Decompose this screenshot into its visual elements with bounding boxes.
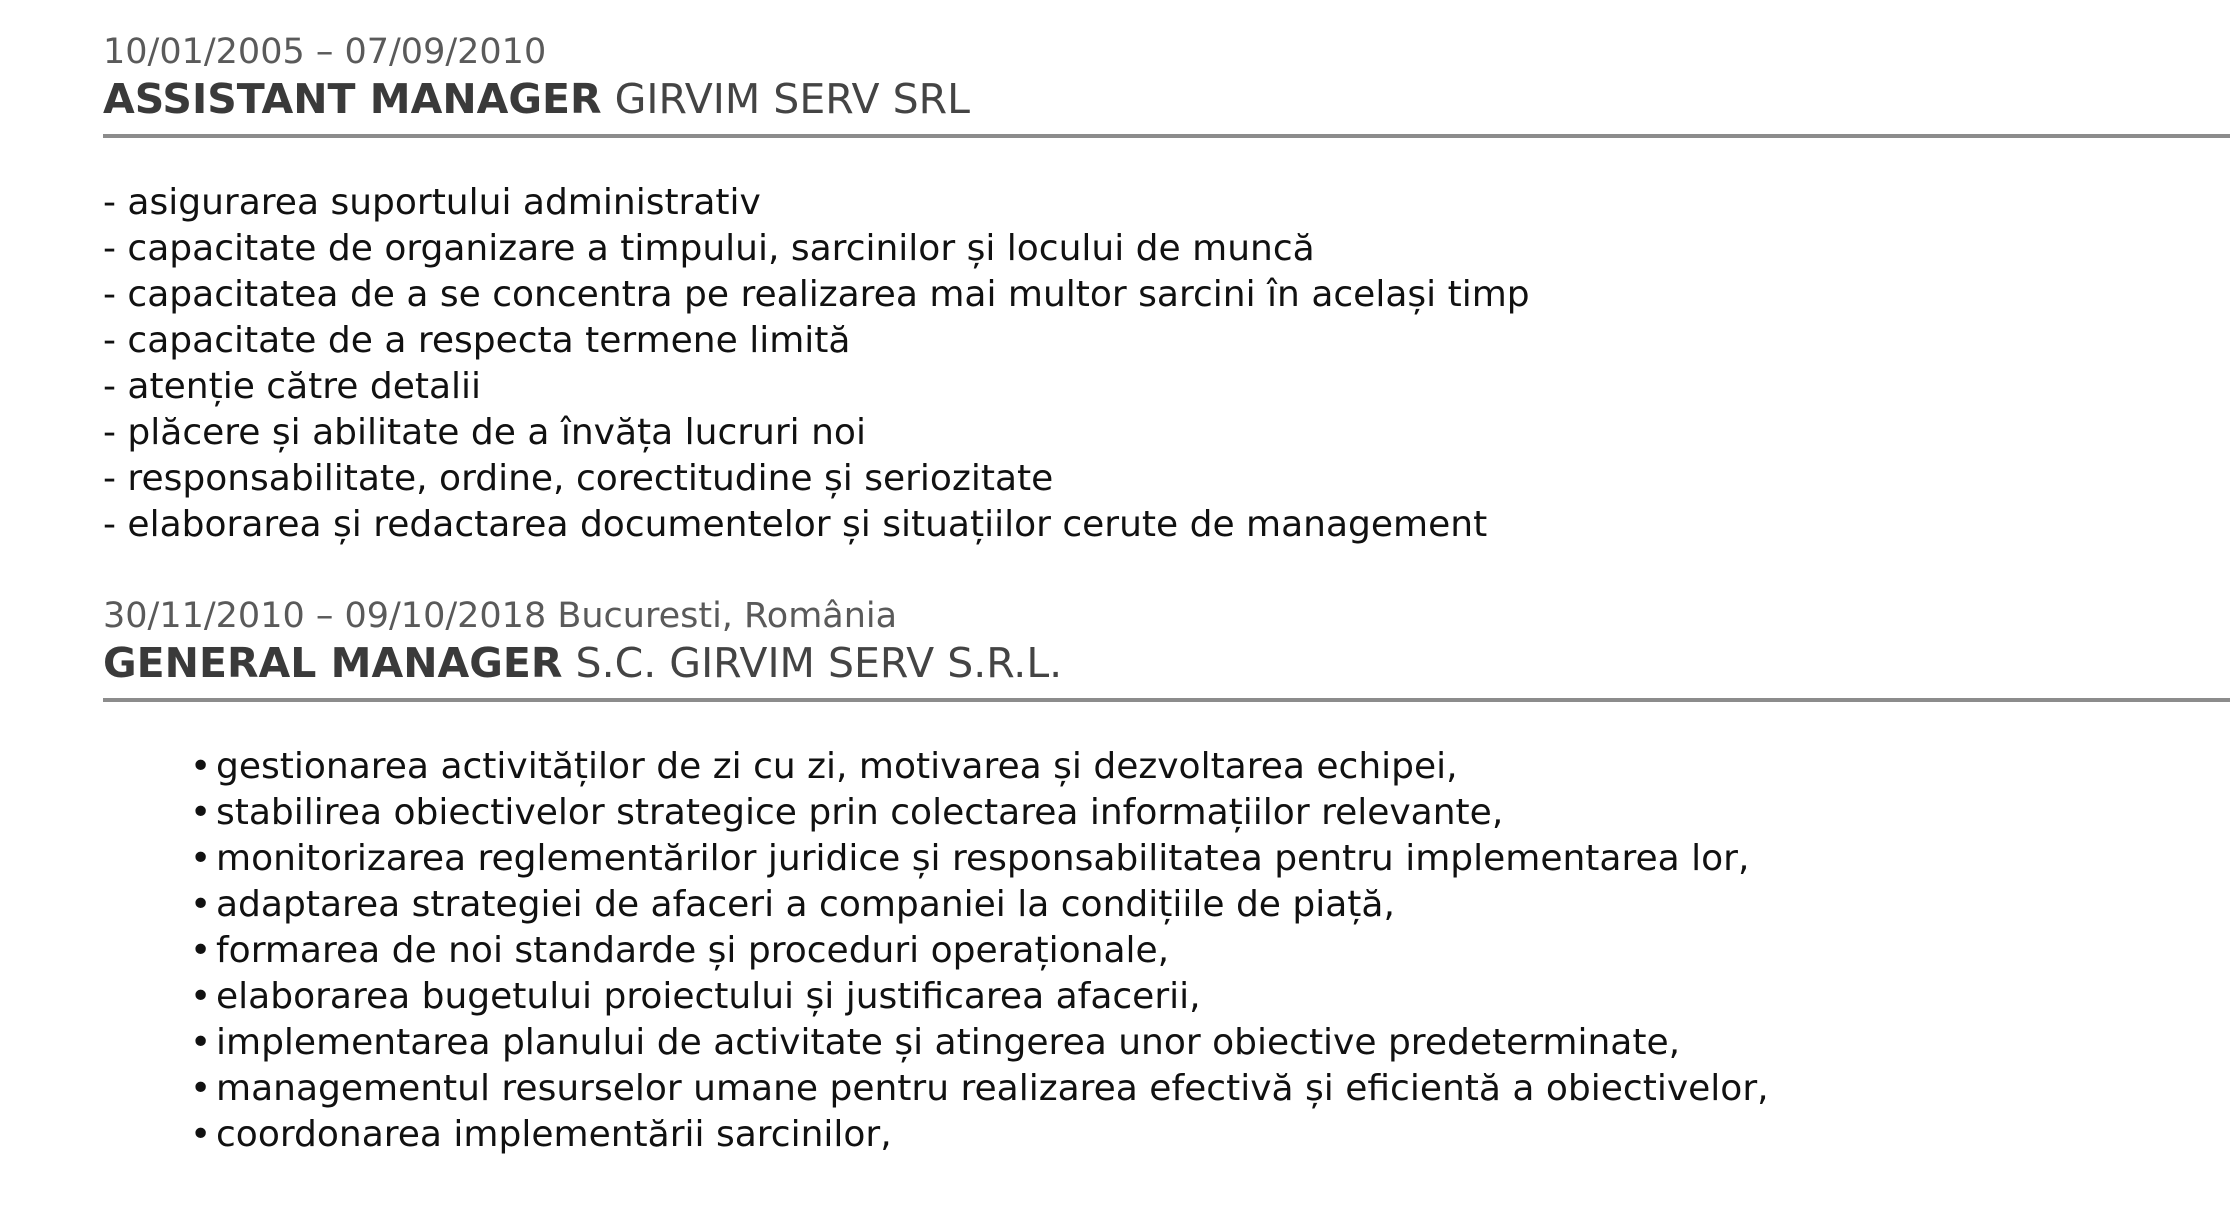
- employment-dates: 30/11/2010 – 09/10/2018 Bucuresti, România: [103, 596, 898, 636]
- list-item: - elaborarea și redactarea documentelor și situațiilor cerute de management: [103, 504, 1488, 545]
- bullet-icon: •: [190, 838, 212, 879]
- list-item: [190, 1066, 2230, 1112]
- bullet-icon: •: [190, 884, 212, 925]
- bullet-icon: •: [190, 746, 212, 787]
- job-role: ASSISTANT MANAGER: [103, 75, 602, 123]
- list-item: [190, 1112, 2230, 1158]
- list-item-text: adaptarea strategiei de afaceri a companiei la condițiile de piață,: [216, 884, 1395, 925]
- bullet-icon: •: [190, 792, 212, 833]
- list-item-text: stabilirea obiectivelor strategice prin colectarea informațiilor relevante,: [216, 792, 1504, 833]
- employment-dates: 10/01/2005 – 07/09/2010: [103, 32, 547, 72]
- list-item-text: coordonarea implementării sarcinilor,: [216, 1114, 892, 1155]
- section-divider: [103, 698, 2230, 702]
- job-title-line: [103, 636, 2230, 690]
- responsibilities-list: [103, 180, 2230, 548]
- bullet-icon: •: [190, 976, 212, 1017]
- list-item-text: elaborarea bugetului proiectului și justificarea afacerii,: [216, 976, 1201, 1017]
- list-item: [190, 744, 2230, 790]
- list-item: [190, 928, 2230, 974]
- list-item-text: gestionarea activităților de zi cu zi, motivarea și dezvoltarea echipei,: [216, 746, 1458, 787]
- list-item: - asigurarea suportului administrativ: [103, 182, 761, 223]
- company-name: GIRVIM SERV SRL: [614, 75, 970, 123]
- list-item: - atenție către detalii: [103, 366, 482, 407]
- company-name: S.C. GIRVIM SERV S.R.L.: [575, 639, 1063, 687]
- list-item: - plăcere și abilitate de a învăța lucruri noi: [103, 412, 866, 453]
- bullet-icon: •: [190, 930, 212, 971]
- list-item: - responsabilitate, ordine, corectitudine și seriozitate: [103, 458, 1054, 499]
- list-item: - capacitate de organizare a timpului, sarcinilor și locului de muncă: [103, 228, 1315, 269]
- job-role: GENERAL MANAGER: [103, 639, 563, 687]
- list-item: - capacitatea de a se concentra pe realizarea mai multor sarcini în același timp: [103, 274, 1530, 315]
- work-experience-entry: [103, 28, 2230, 548]
- work-experience-entry: [103, 592, 2230, 1158]
- list-item-text: implementarea planului de activitate și atingerea unor obiective predeterminate,: [216, 1022, 1681, 1063]
- bullet-icon: •: [190, 1068, 212, 1109]
- section-divider: [103, 134, 2230, 138]
- list-item-text: monitorizarea reglementărilor juridice și responsabilitatea pentru implementarea lor,: [216, 838, 1750, 879]
- list-item-text: formarea de noi standarde și proceduri operaționale,: [216, 930, 1170, 971]
- job-title-line: [103, 72, 2230, 126]
- list-item: [190, 882, 2230, 928]
- list-item: [190, 974, 2230, 1020]
- list-item: [190, 790, 2230, 836]
- responsibilities-list: [190, 744, 2230, 1158]
- list-item-text: managementul resurselor umane pentru realizarea efectivă și eficientă a obiectivelor,: [216, 1068, 1769, 1109]
- list-item: - capacitate de a respecta termene limită: [103, 320, 851, 361]
- bullet-icon: •: [190, 1022, 212, 1063]
- list-item: [190, 1020, 2230, 1066]
- bullet-icon: •: [190, 1114, 212, 1155]
- list-item: [190, 836, 2230, 882]
